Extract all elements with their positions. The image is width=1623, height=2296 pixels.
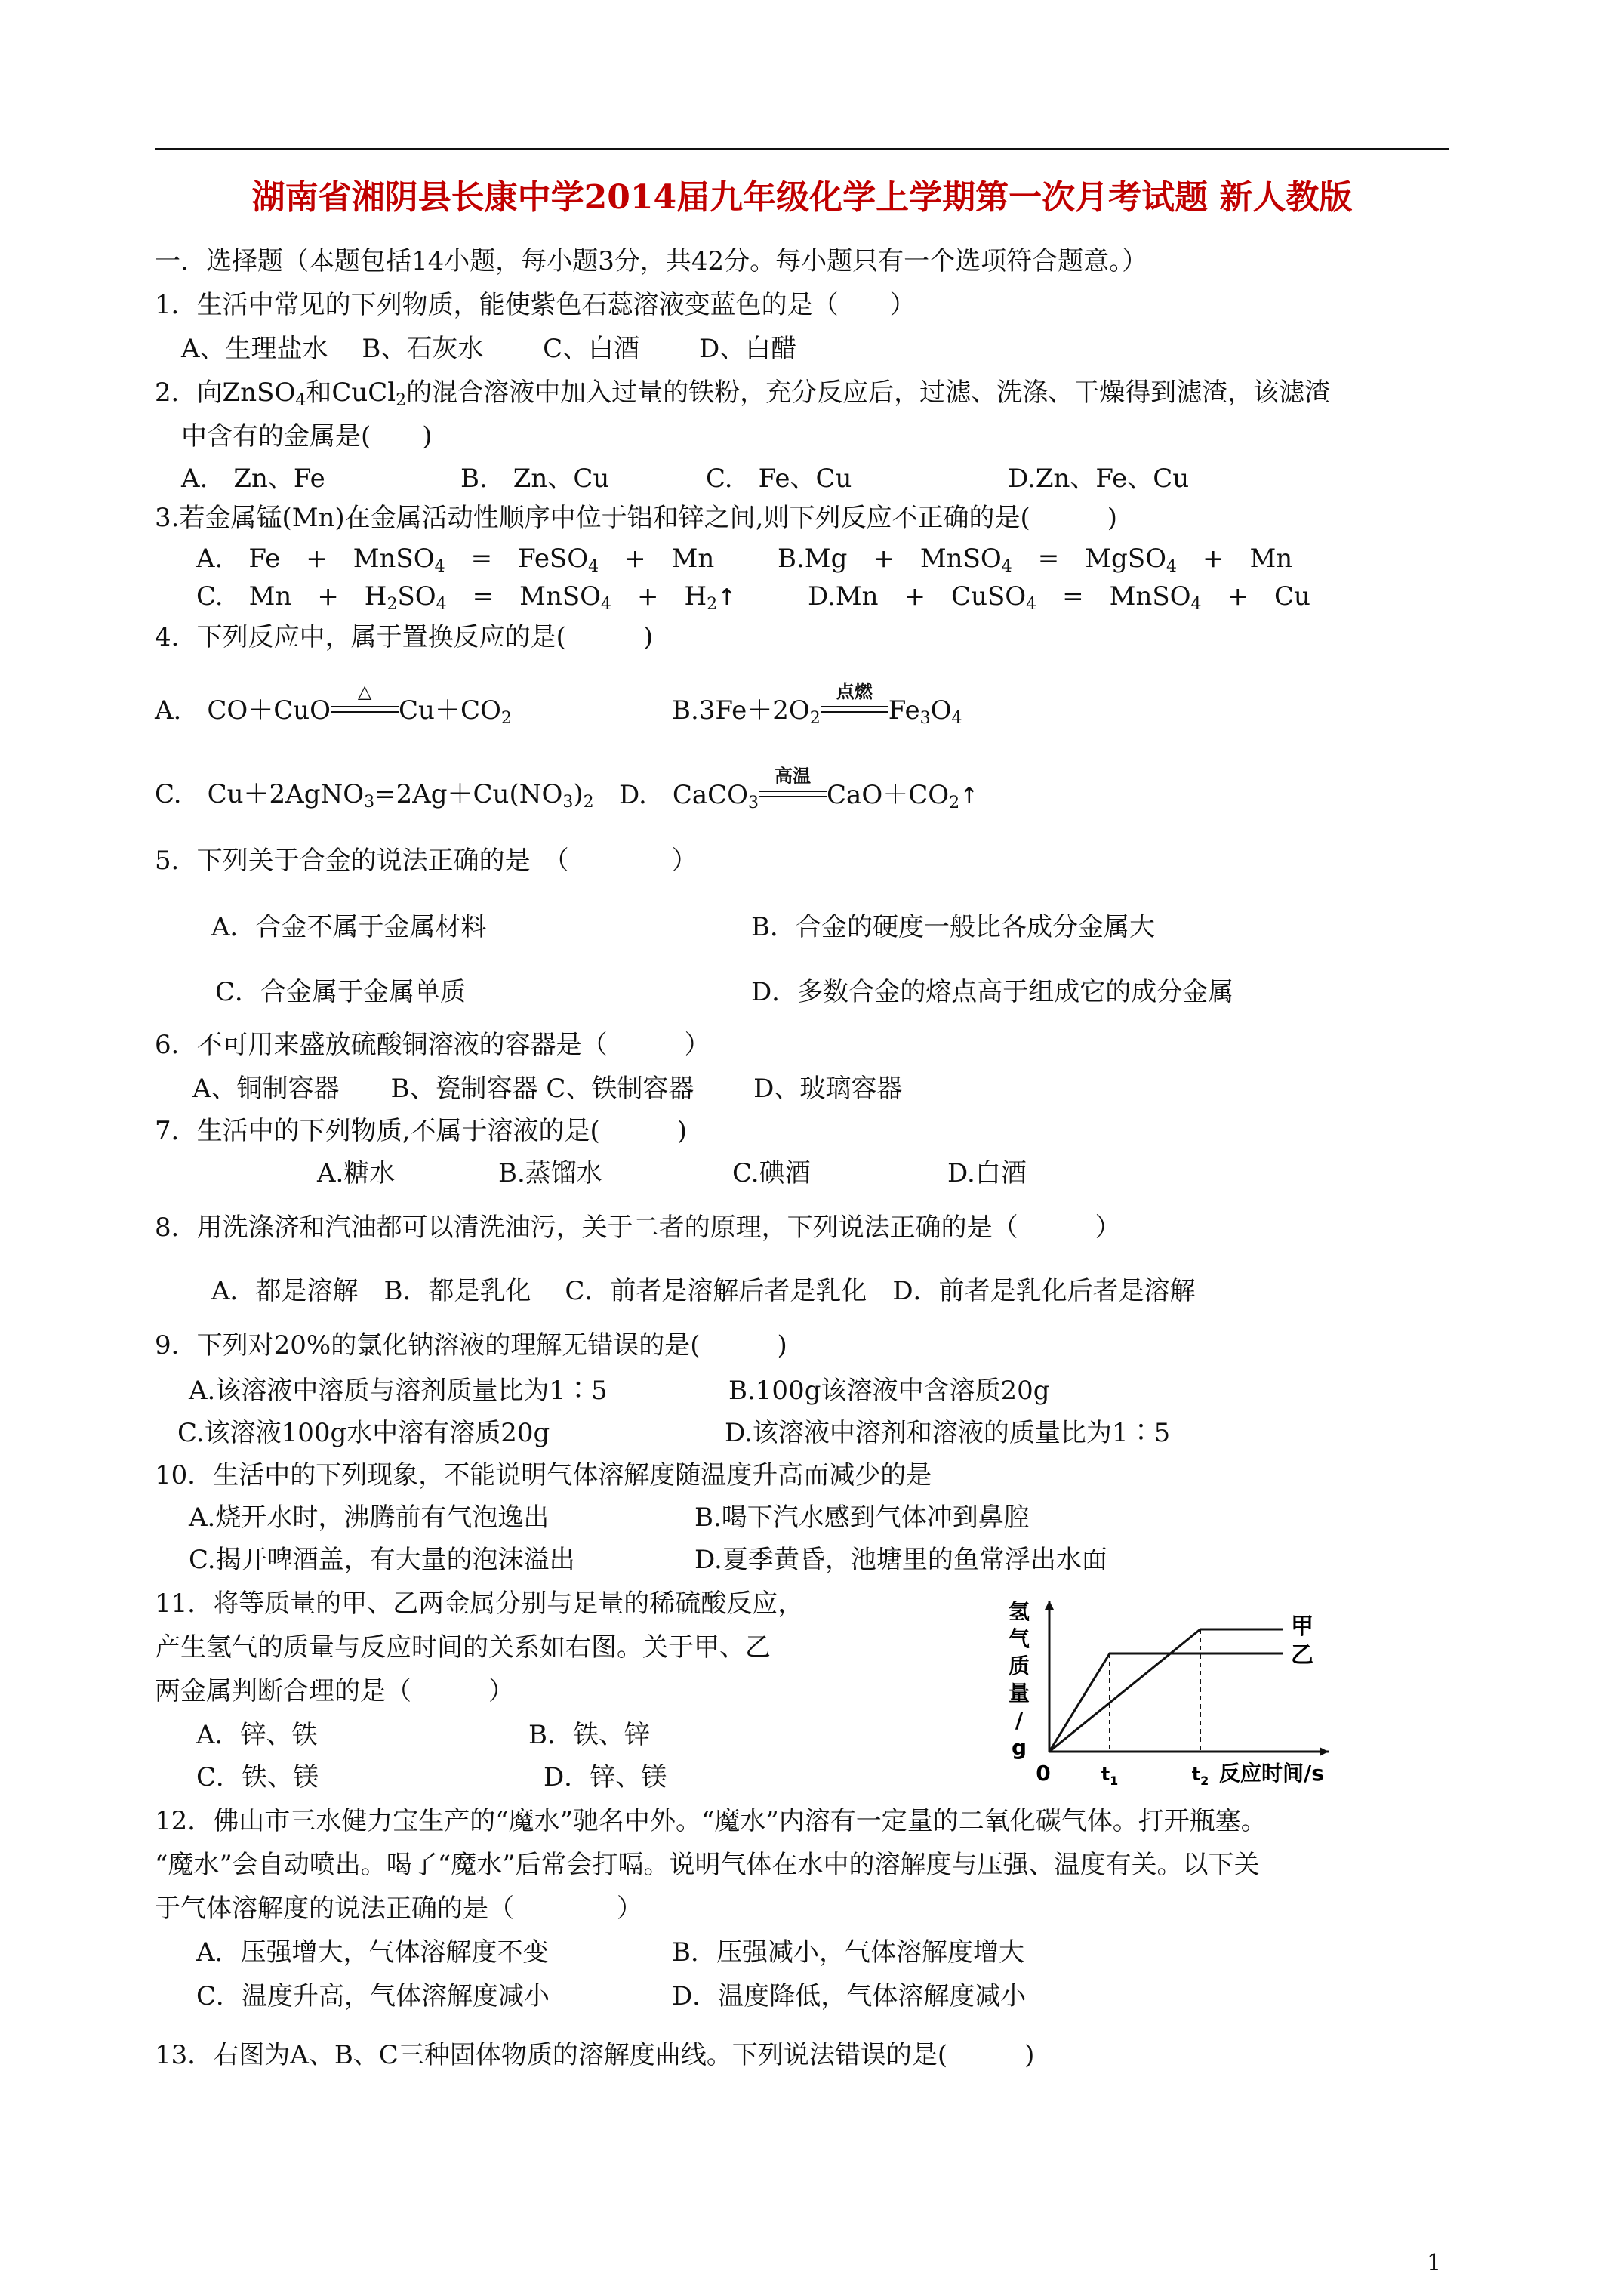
series-line-甲 bbox=[1049, 1629, 1283, 1752]
reaction-condition-mark: 高温 bbox=[759, 778, 827, 808]
q4-option-c: C. $Cu+2AgNO_3=2Ag+Cu(NO_3)_2$ bbox=[155, 779, 594, 812]
q9-option-b: B.100g该溶液中含溶质20g bbox=[728, 1376, 1050, 1406]
q12-option-a: A．压强增大，气体溶解度不变 bbox=[196, 1937, 549, 1968]
x-axis-arrow bbox=[1320, 1747, 1329, 1756]
q8-options: A．都是溶解 B．都是乳化 C．前者是溶解后者是乳化 D．前者是乳化后者是溶解 bbox=[211, 1276, 1196, 1306]
q11-option-b: B．铁、锌 bbox=[528, 1720, 650, 1750]
q5-option-b: B．合金的硬度一般比各成分金属大 bbox=[751, 912, 1155, 942]
y-axis-label-char: g bbox=[1011, 1735, 1027, 1760]
q12-option-d: D．温度降低，气体溶解度减小 bbox=[672, 1981, 1027, 2011]
y-axis-label-char: 氢 bbox=[1008, 1599, 1030, 1624]
q9-stem: 9．下列对20%的氯化钠溶液的理解无错误的是( ) bbox=[155, 1330, 787, 1361]
q9-option-a: A.该溶液中溶质与溶剂质量比为1∶5 bbox=[189, 1376, 608, 1406]
q11-stem-line1: 11．将等质量的甲、乙两金属分别与足量的稀硫酸反应， bbox=[155, 1589, 804, 1619]
q9-option-c: C.该溶液100g水中溶有溶质20g bbox=[177, 1418, 550, 1448]
q7-option-b: B.蒸馏水 bbox=[498, 1158, 602, 1188]
q2-stem-cont: 中含有的金属是( ) bbox=[181, 421, 433, 451]
x-tick-label: $t_2$ bbox=[1191, 1764, 1209, 1788]
q10-stem: 10．生活中的下列现象，不能说明气体溶解度随温度升高而减少的是 bbox=[155, 1460, 932, 1490]
q7-option-d: D.白酒 bbox=[947, 1158, 1027, 1188]
hydrogen-mass-chart bbox=[996, 1593, 1344, 1789]
q8-stem: 8．用洗涤济和汽油都可以清洗油污，关于二者的原理，下列说法正确的是（ ） bbox=[155, 1213, 1121, 1243]
q10-option-c: C.揭开啤酒盖，有大量的泡沫溢出 bbox=[189, 1545, 575, 1575]
q12-stem-line3: 于气体溶解度的说法正确的是（ ） bbox=[155, 1894, 642, 1924]
q10-option-b: B.喝下汽水感到气体冲到鼻腔 bbox=[694, 1502, 1030, 1533]
q4-stem: 4．下列反应中，属于置换反应的是( ) bbox=[155, 622, 654, 652]
x-axis-label: 反应时间/s bbox=[1219, 1761, 1324, 1786]
page-title: 湖南省湘阴县长康中学2014届九年级化学上学期第一次月考试题 新人教版 bbox=[251, 178, 1353, 217]
q11-option-d: D．锌、镁 bbox=[544, 1762, 667, 1792]
q2-stem: 2．向ZnSO$_4$和CuCl$_2$的混合溶液中加入过量的铁粉，充分反应后，过滤、洗涤、干燥得到滤渣，该滤渣 bbox=[155, 378, 1331, 410]
series-label: 乙 bbox=[1291, 1642, 1313, 1669]
q3-option-b: B.Mg + MnSO$_4$ = MgSO$_4$ + Mn bbox=[778, 544, 1293, 576]
q7-option-a: A.糖水 bbox=[317, 1158, 396, 1188]
q5-option-a: A．合金不属于金属材料 bbox=[211, 912, 487, 942]
q11-stem-line3: 两金属判断合理的是（ ） bbox=[155, 1676, 514, 1706]
series-line-乙 bbox=[1049, 1653, 1283, 1752]
q7-option-c: C.碘酒 bbox=[732, 1158, 811, 1188]
q12-option-c: C．温度升高，气体溶解度减小 bbox=[196, 1981, 550, 2011]
q12-option-b: B．压强减小，气体溶解度增大 bbox=[672, 1937, 1024, 1968]
q4-option-d: D. CaCO$_3$ 高温 $CaO+CO_2↑$ bbox=[619, 766, 979, 812]
q11-stem-line2: 产生氢气的质量与反应时间的关系如右图。关于甲、乙 bbox=[155, 1632, 771, 1663]
y-axis-label-char: 量 bbox=[1008, 1681, 1030, 1706]
q12-stem-line1: 12．佛山市三水健力宝生产的“魔水”驰名中外。“魔水”内溶有一定量的二氧化碳气体。打开瓶塞。 bbox=[155, 1806, 1267, 1836]
q3-stem: 3.若金属锰(Mn)在金属活动性顺序中位于铝和锌之间,则下列反应不正确的是( ) bbox=[155, 503, 1118, 533]
q1-options: A、生理盐水 B、石灰水 C、白酒 D、白醋 bbox=[181, 334, 797, 364]
header-rule bbox=[155, 148, 1449, 150]
q4-option-b: $B.3Fe+2O_2$ 点燃 $Fe_3O_4$ bbox=[672, 681, 962, 728]
q10-option-a: A.烧开水时，沸腾前有气泡逸出 bbox=[189, 1502, 550, 1533]
y-axis-arrow bbox=[1045, 1601, 1054, 1610]
q1-stem: 1．生活中常见的下列物质，能使紫色石蕊溶液变蓝色的是（ ） bbox=[155, 290, 916, 320]
q11-option-a: A．锌、铁 bbox=[196, 1720, 318, 1750]
q5-stem: 5．下列关于合金的说法正确的是 （ ） bbox=[155, 846, 698, 876]
q7-stem: 7．生活中的下列物质,不属于溶液的是( ) bbox=[155, 1116, 687, 1146]
q5-option-c: C．合金属于金属单质 bbox=[215, 977, 467, 1007]
q3-option-c: C. Mn + $H_2SO_4$ = MnSO$_4$ + $H_2↑$ bbox=[196, 581, 737, 614]
q3-option-d: D.Mn + CuSO$_4$ = MnSO$_4$ + Cu bbox=[808, 581, 1310, 614]
q2-option-c: C. Fe、Cu bbox=[706, 464, 852, 494]
q6-options: A、铜制容器 B、瓷制容器 C、铁制容器 D、玻璃容器 bbox=[192, 1074, 903, 1104]
q2-option-d: D.Zn、Fe、Cu bbox=[1008, 464, 1190, 494]
q2-option-a: A. Zn、Fe bbox=[181, 464, 325, 494]
q3-option-a: A. Fe + MnSO$_4$ = FeSO$_4$ + Mn bbox=[196, 544, 715, 576]
origin-label: 0 bbox=[1036, 1761, 1051, 1786]
reaction-condition-mark: △ bbox=[331, 693, 399, 723]
q12-stem-line2: “魔水”会自动喷出。喝了“魔水”后常会打嗝。说明气体在水中的溶解度与压强、温度有关。以下关 bbox=[155, 1850, 1260, 1880]
q10-option-d: D.夏季黄昏，池塘里的鱼常浮出水面 bbox=[694, 1545, 1107, 1575]
y-axis-label-char: 气 bbox=[1008, 1626, 1030, 1651]
reaction-condition-mark: 点燃 bbox=[821, 693, 888, 723]
q9-option-d: D.该溶液中溶剂和溶液的质量比为1∶5 bbox=[725, 1418, 1171, 1448]
x-tick-label: $t_1$ bbox=[1101, 1764, 1119, 1788]
section-heading: 一．选择题（本题包括14小题，每小题3分，共42分。每小题只有一个选项符合题意。） bbox=[155, 246, 1148, 276]
q2-option-b: B. Zn、Cu bbox=[460, 464, 610, 494]
page-number: 1 bbox=[1427, 2250, 1442, 2276]
q5-option-d: D．多数合金的熔点高于组成它的成分金属 bbox=[751, 977, 1234, 1007]
q4-option-a: A. CO＋CuO △ $Cu+CO_2$ bbox=[155, 681, 512, 728]
y-axis-label-char: 质 bbox=[1008, 1653, 1030, 1678]
series-label: 甲 bbox=[1291, 1613, 1313, 1640]
q13-stem: 13．右图为A、B、C三种固体物质的溶解度曲线。下列说法错误的是( ) bbox=[155, 2040, 1035, 2070]
q6-stem: 6．不可用来盛放硫酸铜溶液的容器是（ ） bbox=[155, 1030, 710, 1060]
q11-option-c: C．铁、镁 bbox=[196, 1762, 319, 1792]
y-axis-label-char: / bbox=[1015, 1708, 1024, 1733]
